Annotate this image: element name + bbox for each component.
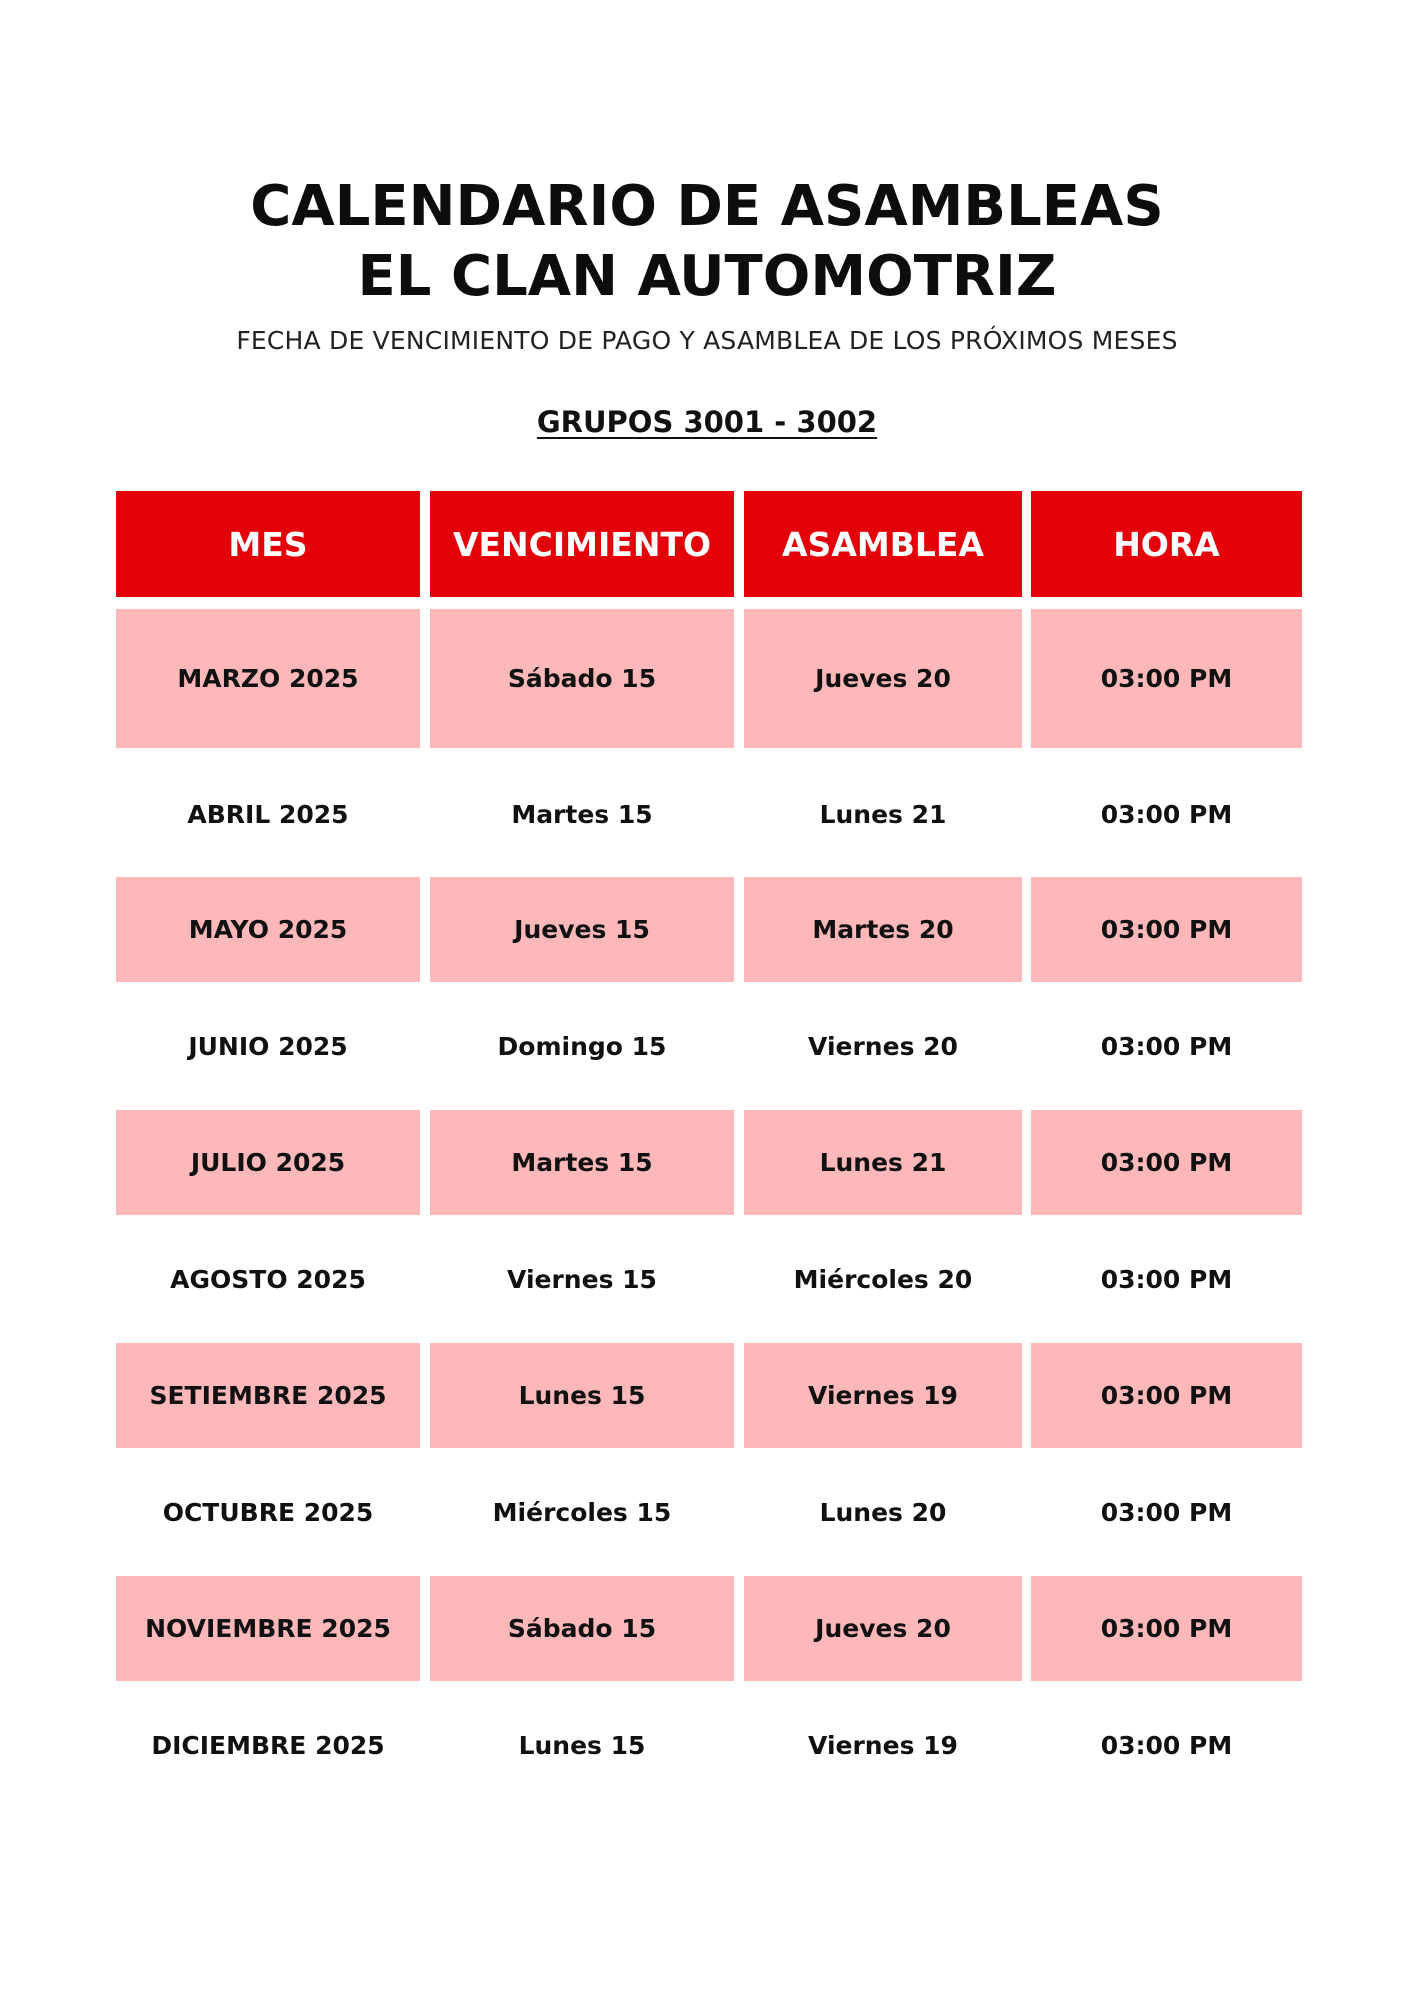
groups-heading (0, 405, 1414, 439)
cell-vencimiento: Martes 15 (511, 799, 653, 829)
cell-vencimiento: Miércoles 15 (492, 1498, 672, 1527)
cell-vencimiento: Lunes 15 (430, 1343, 734, 1448)
cell-asamblea: Viernes 20 (808, 1032, 958, 1061)
cell-hora: 03:00 PM (1100, 1032, 1233, 1061)
cell-asamblea: Miércoles 20 (793, 1265, 973, 1294)
cell-hora: 03:00 PM (1031, 1110, 1302, 1215)
cell-asamblea: Jueves 20 (744, 609, 1022, 748)
cell-asamblea: Jueves 20 (744, 1576, 1022, 1681)
cell-mes: SETIEMBRE 2025 (116, 1343, 420, 1448)
header-hora: HORA (1031, 491, 1302, 597)
cell-mes: DICIEMBRE 2025 (151, 1731, 385, 1760)
cell-mes: AGOSTO 2025 (170, 1265, 366, 1294)
page-title-line-2: EL CLAN AUTOMOTRIZ (357, 244, 1057, 309)
cell-mes: NOVIEMBRE 2025 (116, 1576, 420, 1681)
header-mes: MES (116, 491, 420, 597)
cell-mes: JUNIO 2025 (188, 1032, 348, 1061)
cell-vencimiento: Sábado 15 (430, 1576, 734, 1681)
cell-asamblea: Viernes 19 (744, 1343, 1022, 1448)
cell-vencimiento: Jueves 15 (430, 877, 734, 982)
cell-vencimiento: Viernes 15 (507, 1265, 657, 1294)
cell-hora: 03:00 PM (1031, 1576, 1302, 1681)
cell-vencimiento: Martes 15 (430, 1110, 734, 1215)
cell-hora: 03:00 PM (1031, 1343, 1302, 1448)
cell-mes: MAYO 2025 (116, 877, 420, 982)
cell-asamblea: Lunes 21 (819, 799, 947, 829)
cell-hora: 03:00 PM (1031, 609, 1302, 748)
groups-label: GRUPOS 3001 - 3002 (536, 405, 878, 439)
cell-asamblea: Martes 20 (744, 877, 1022, 982)
cell-mes: ABRIL 2025 (187, 799, 349, 829)
cell-hora: 03:00 PM (1031, 877, 1302, 982)
cell-vencimiento: Domingo 15 (497, 1032, 667, 1061)
header-vencimiento: VENCIMIENTO (430, 491, 734, 597)
cell-asamblea: Viernes 19 (808, 1731, 958, 1760)
cell-asamblea: Lunes 21 (744, 1110, 1022, 1215)
cell-vencimiento: Sábado 15 (430, 609, 734, 748)
cell-hora: 03:00 PM (1100, 1265, 1233, 1294)
cell-mes: OCTUBRE 2025 (162, 1498, 374, 1527)
cell-asamblea: Lunes 20 (819, 1498, 947, 1527)
page-subtitle: FECHA DE VENCIMIENTO DE PAGO Y ASAMBLEA DE LOS PRÓXIMOS MESES (236, 326, 1178, 355)
cell-mes: JULIO 2025 (116, 1110, 420, 1215)
header-asamblea: ASAMBLEA (744, 491, 1022, 597)
cell-vencimiento: Lunes 15 (518, 1731, 646, 1760)
cell-hora: 03:00 PM (1100, 799, 1233, 829)
page-title-line-1: CALENDARIO DE ASAMBLEAS (250, 174, 1164, 239)
cell-mes: MARZO 2025 (116, 609, 420, 748)
cell-hora: 03:00 PM (1100, 1731, 1233, 1760)
cell-hora: 03:00 PM (1100, 1498, 1233, 1527)
